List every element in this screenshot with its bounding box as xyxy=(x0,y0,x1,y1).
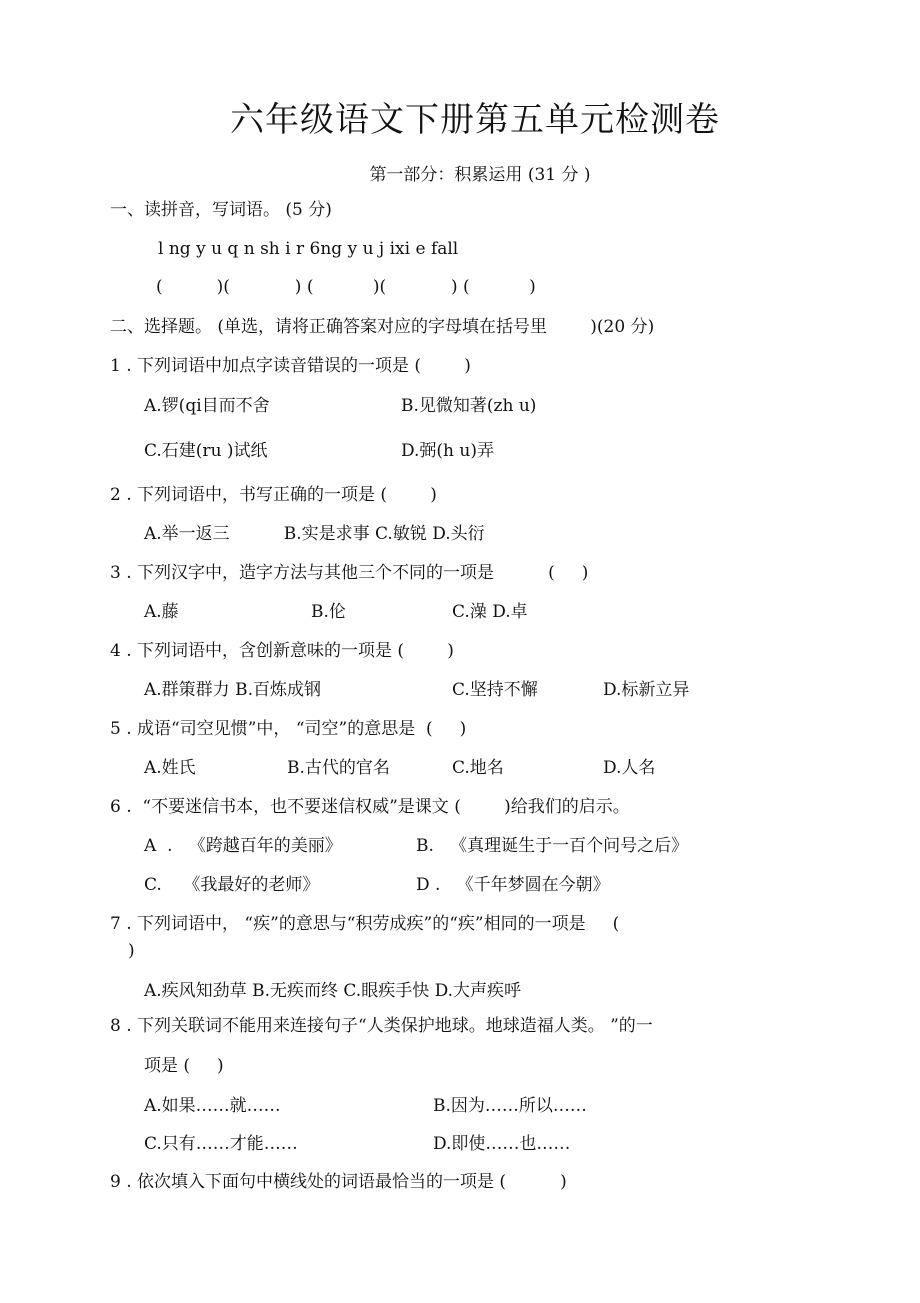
q7-options: A.疾风知劲草 B.无疾而终 C.眼疾手快 D.大声疾呼 xyxy=(144,981,522,1001)
q3-option-b: B.伦 xyxy=(311,602,346,622)
question-7-continued: ) xyxy=(128,941,135,961)
q1-option-a: A.锣(qi目而不舍 xyxy=(144,396,270,416)
q8-option-a: A.如果……就…… xyxy=(144,1096,281,1116)
q5-option-c: C.地名 xyxy=(452,758,504,778)
section-1-heading: 一、读拼音，写词语。 (5 分) xyxy=(110,200,332,220)
question-6: 6 . “不要迷信书本，也不要迷信权威”是课文 ( )给我们的启示。 xyxy=(110,797,630,817)
q3-option-cd: C.澡 D.卓 xyxy=(452,602,528,622)
q5-option-d: D.人名 xyxy=(603,758,656,778)
question-3: 3 . 下列汉字中，造字方法与其他三个不同的一项是 ( ) xyxy=(110,563,589,583)
q1-option-d: D.弼(h u)弄 xyxy=(401,441,494,461)
q8-option-d: D.即使……也…… xyxy=(433,1134,571,1154)
q4-option-c: C.坚持不懈 xyxy=(452,680,538,700)
q5-option-a: A.姓氏 xyxy=(144,758,196,778)
pinyin-line: l ng y u q n sh i r 6ng y u j ixi e fall xyxy=(158,239,459,259)
q4-option-d: D.标新立异 xyxy=(603,680,690,700)
q1-option-c: C.石建(ru )试纸 xyxy=(144,441,268,461)
question-5: 5 . 成语“司空见惯”中， “司空”的意思是 ( ) xyxy=(110,719,467,739)
question-8-continued: 项是 ( ) xyxy=(144,1056,224,1076)
q8-option-c: C.只有……才能…… xyxy=(144,1134,298,1154)
question-1: 1 . 下列词语中加点字读音错误的一项是 ( ) xyxy=(110,356,471,376)
q6-option-a: A . 《跨越百年的美丽》 xyxy=(144,836,342,856)
q6-option-d: D . 《千年梦圆在今朝》 xyxy=(416,875,610,895)
q3-option-a: A.藤 xyxy=(144,602,179,622)
q2-options: A.举一返三 B.实是求事 C.敏锐 D.头衍 xyxy=(144,524,485,544)
question-9: 9 . 依次填入下面句中横线处的词语最恰当的一项是 ( ) xyxy=(110,1172,567,1192)
answer-blanks: ( )( ) ( )( ) ( ) xyxy=(156,277,536,297)
question-8: 8 . 下列关联词不能用来连接句子“人类保护地球。地球造福人类。 ”的一 xyxy=(110,1016,653,1036)
section-2-heading: 二、选择题。 (单选，请将正确答案对应的字母填在括号里 )(20 分) xyxy=(110,317,655,337)
q6-option-c: C. 《我最好的老师》 xyxy=(144,875,320,895)
q4-option-ab: A.群策群力 B.百炼成钢 xyxy=(144,680,321,700)
question-7: 7 . 下列词语中， “疾”的意思与“积劳成疾”的“疾”相同的一项是 ( xyxy=(110,914,620,934)
question-4: 4 . 下列词语中，含创新意味的一项是 ( ) xyxy=(110,641,454,661)
q8-option-b: B.因为……所以…… xyxy=(433,1096,587,1116)
part-subtitle: 第一部分：积累运用 (31 分 ) xyxy=(369,165,591,185)
q1-option-b: B.见微知著(zh u) xyxy=(401,396,537,416)
question-2: 2 . 下列词语中，书写正确的一项是 ( ) xyxy=(110,485,437,505)
q5-option-b: B.古代的官名 xyxy=(287,758,390,778)
page-title: 六年级语文下册第五单元检测卷 xyxy=(230,100,720,140)
q6-option-b: B. 《真理诞生于一百个问号之后》 xyxy=(416,836,689,856)
